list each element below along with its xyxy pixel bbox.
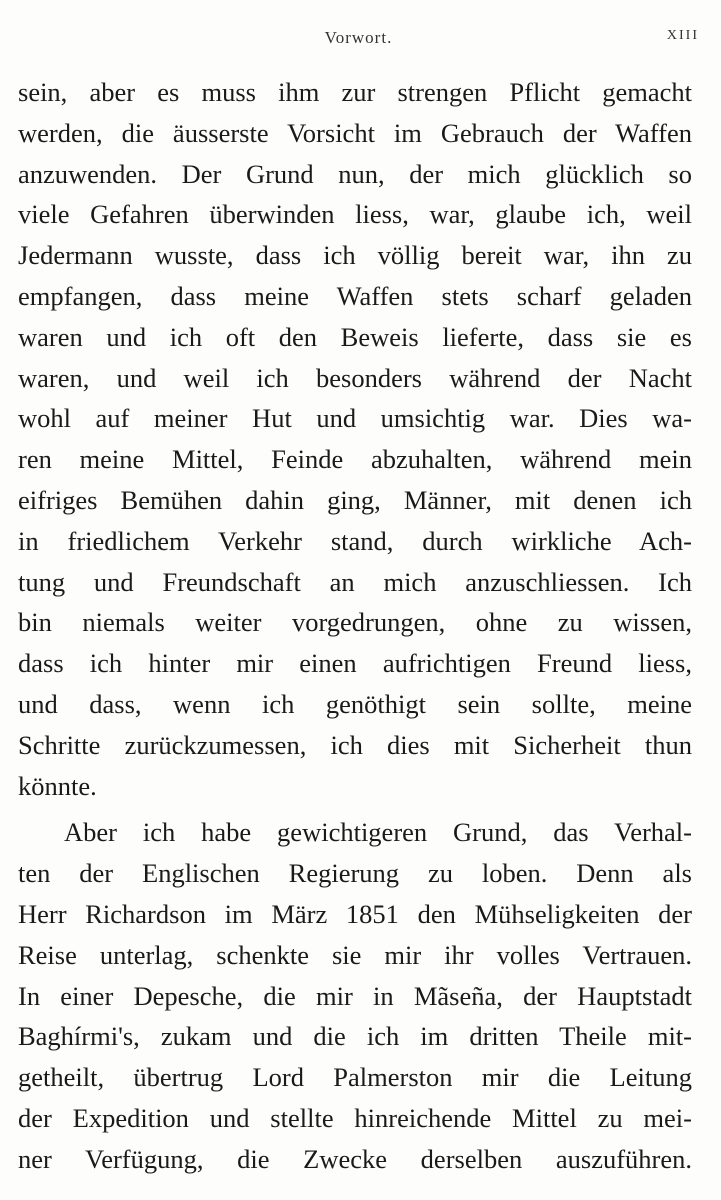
text-line: anzuwenden. Der Grund nun, der mich glücklich so [18,158,692,189]
text-line: ren meine Mittel, Feinde abzuhalten, während mein [18,444,692,475]
text-line: Schritte zurückzumessen, ich dies mit Sicherheit thun [18,729,692,760]
text-line: der Expedition und stellte hinreichende Mittel zu mei- [18,1102,692,1133]
running-head [18,28,699,52]
text-line: viele Gefahren überwinden liess, war, glaube ich, weil [18,199,692,230]
text-line: Baghírmi's, zukam und die ich im dritten Theile mit- [18,1021,692,1052]
text-line: und dass, wenn ich genöthigt sein sollte, meine [18,688,692,719]
text-line: ten der Englischen Regierung zu loben. Denn als [18,858,692,889]
text-line: Herr Richardson im März 1851 den Mühseligkeiten der [18,898,692,929]
page-number: XIII [666,28,699,43]
text-line: dass ich hinter mir einen aufrichtigen Freund liess, [18,648,692,679]
body-text [18,72,692,1180]
text-line: getheilt, übertrug Lord Palmerston mir die Leitung [18,1062,692,1093]
text-line: sein, aber es muss ihm zur strengen Pflicht gemacht [18,77,692,107]
text-line: werden, die äusserste Vorsicht im Gebrauch der Waffen [18,117,692,148]
text-line: ner Verfügung, die Zwecke derselben auszuführen. [18,1143,692,1174]
paragraph-1 [18,72,692,806]
text-line: waren, und weil ich besonders während der Nacht [18,362,692,393]
text-line: bin niemals weiter vorgedrungen, ohne zu wissen, [18,607,692,638]
text-line: In einer Depesche, die mir in Mãseña, der Hauptstadt [18,980,692,1011]
text-line: waren und ich oft den Beweis lieferte, dass sie es [18,321,692,352]
text-line: empfangen, dass meine Waffen stets scharf geladen [18,280,692,311]
text-line: eifriges Bemühen dahin ging, Männer, mit denen ich [18,484,692,515]
text-line: Reise unterlag, schenkte sie mir ihr volles Vertrauen. [18,939,692,970]
text-line: Jedermann wusste, dass ich völlig bereit war, ihn zu [18,240,692,271]
text-line: wohl auf meiner Hut und umsichtig war. Dies wa- [18,403,692,434]
text-line: tung und Freundschaft an mich anzuschliessen. Ich [18,566,692,597]
paragraph-2 [18,812,692,1179]
text-line: Aber ich habe gewichtigeren Grund, das Verhal- [64,817,692,848]
running-title: Vorwort. [324,28,393,47]
text-line: in friedlichem Verkehr stand, durch wirkliche Ach- [18,525,692,556]
text-line: könnte. [18,770,97,801]
